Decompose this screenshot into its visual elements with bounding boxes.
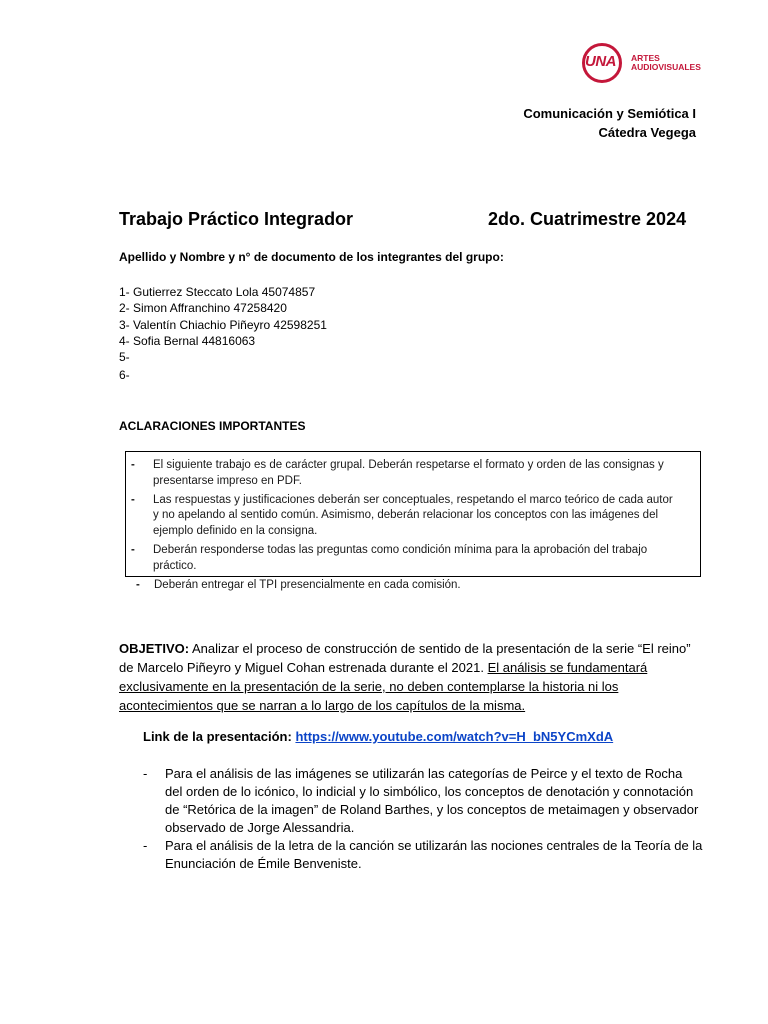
analysis-item: - Para el análisis de las imágenes se utilizarán las categorías de Peirce y el texto de Rocha del orden de lo icónico, lo indicial y lo simbólico, los conceptos de denotación y connotación de “Retórica de la imagen” de Roland Barthes, y los conceptos de metaimagen y observador observado de Jorge Alessandria.	[143, 766, 699, 835]
course-subject: Comunicación y Semiótica I	[523, 106, 696, 121]
analysis-list	[143, 765, 703, 873]
una-logo	[582, 43, 701, 87]
objective-text: Analizar el proceso de construcción de sentido de la presentación de la serie “El reino” de Marcelo Piñeyro y Miguel Cohan estrenada durante el 2021.	[119, 641, 691, 675]
clarifications-list	[131, 458, 677, 596]
logo-text: ARTES AUDIOVISUALES	[631, 53, 701, 72]
course-chair: Cátedra Vegega	[598, 125, 696, 140]
member-line: 6-	[119, 368, 130, 383]
objective-label: OBJETIVO:	[119, 641, 190, 656]
link-label: Link de la presentación:	[143, 729, 292, 744]
objective-underlined: El análisis se fundamentará exclusivamente en la presentación de la serie, no deben contemplarse la historia ni los acontecimientos que se narran a lo largo de los capítulos de la misma.	[119, 660, 648, 713]
clarification-item: - El siguiente trabajo es de carácter grupal. Deberán respetarse el formato y orden de las consignas y presentarse impreso en PDF.	[131, 459, 664, 487]
course-info	[523, 104, 696, 142]
member-line: 3- Valentín Chiachio Piñeyro 42598251	[119, 317, 327, 332]
clarification-item: - Deberán entregar el TPI presencialmente en cada comisión.	[136, 578, 461, 591]
clarification-item: - Las respuestas y justificaciones deberán ser conceptuales, respetando el marco teórico de cada autor y no apelando al sentido común. Asimismo, deberán relacionar los conceptos con las imágenes del ejemplo definido en la consigna.	[131, 493, 673, 538]
presentation-link-row	[143, 729, 613, 744]
member-line: 1- Gutierrez Steccato Lola 45074857	[119, 285, 316, 299]
analysis-item: - Para el análisis de la letra de la canción se utilizarán las nociones centrales de la Teoría de la Enunciación de Émile Benveniste.	[143, 838, 703, 871]
clarification-item: - Deberán responderse todas las preguntas como condición mínima para la aprobación del trabajo práctico.	[131, 543, 648, 572]
logo-mark: UNA	[585, 53, 616, 70]
document-title: Trabajo Práctico Integrador	[119, 209, 354, 229]
member-line: 4- Sofia Bernal 44816063	[119, 333, 256, 348]
objective-paragraph	[119, 639, 701, 715]
member-line: 2- Simon Affranchino 47258420	[119, 301, 287, 316]
members-prompt: Apellido y Nombre y n° de documento de los integrantes del grupo:	[119, 250, 504, 264]
document-term: 2do. Cuatrimestre 2024	[488, 209, 687, 229]
clarifications-heading: ACLARACIONES IMPORTANTES	[119, 419, 306, 433]
presentation-link[interactable]: https://www.youtube.com/watch?v=H_bN5YCmXdA	[295, 729, 614, 744]
member-line: 5-	[119, 350, 130, 365]
members-list	[119, 284, 327, 384]
